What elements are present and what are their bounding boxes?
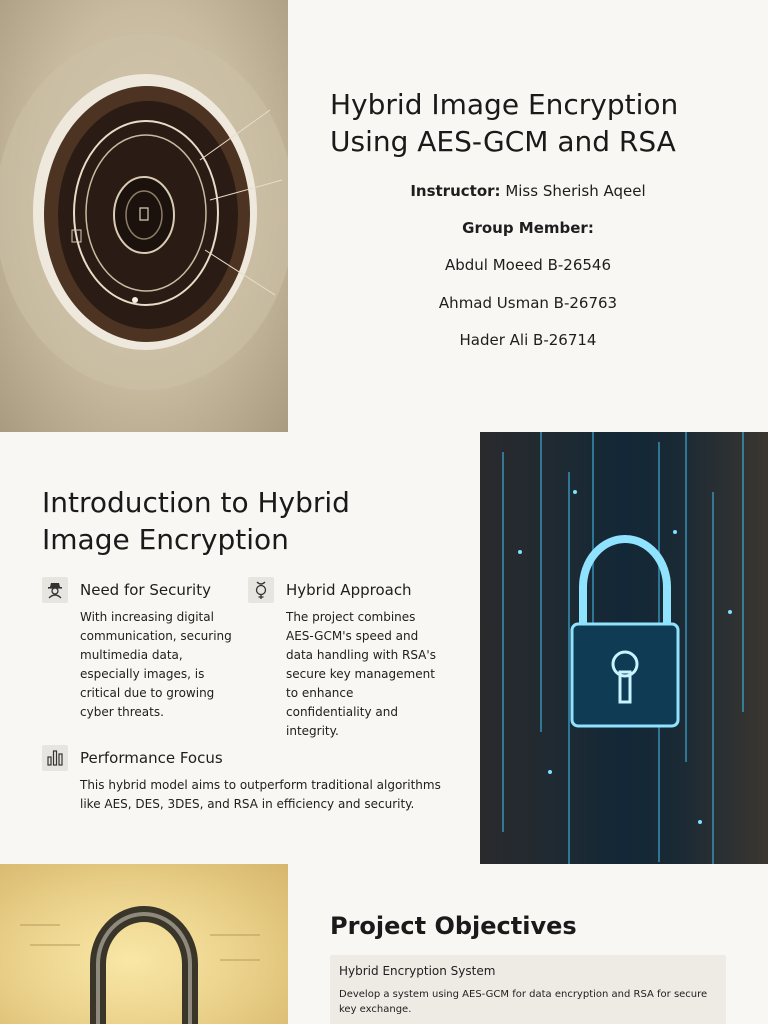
- feature-text: The project combines AES-GCM's speed and data handling with RSA's secure key management to enhance confidentiality and integrity.: [286, 610, 436, 738]
- objective-title: Hybrid Encryption System: [339, 964, 496, 978]
- objective-card: [330, 955, 726, 1024]
- introduction-slide: [0, 432, 768, 864]
- digital-padlock-image: [480, 432, 768, 864]
- hybrid-symbol-icon: [248, 577, 274, 603]
- instructor-label: Instructor:: [410, 182, 501, 200]
- section-title: Introduction to Hybrid Image Encryption: [42, 486, 350, 556]
- feature-title: Need for Security: [80, 581, 211, 599]
- instructor-name: Miss Sherish Aqeel: [505, 182, 646, 200]
- group-member-label: Group Member:: [462, 219, 594, 237]
- title-slide: [0, 0, 768, 432]
- padlock-image: [0, 864, 288, 1024]
- member-name: Abdul Moeed B-26546: [444, 256, 612, 274]
- objective-text: Develop a system using AES-GCM for data encryption and RSA for secure key exchange.: [339, 989, 708, 1015]
- objectives-slide: [0, 864, 768, 1024]
- instructor-line: [330, 182, 726, 200]
- bar-chart-icon: [42, 745, 68, 771]
- feature-text: With increasing digital communication, securing multimedia data, especially images, is critical due to growing cyber threats.: [80, 610, 232, 719]
- spy-icon: [42, 577, 68, 603]
- camera-lens-image: [0, 0, 288, 432]
- section-title: Project Objectives: [330, 912, 577, 940]
- feature-title: Performance Focus: [80, 749, 223, 767]
- feature-text: This hybrid model aims to outperform traditional algorithms like AES, DES, 3DES, and RSA in efficiency and security.: [80, 778, 441, 811]
- slide-title: Hybrid Image Encryption Using AES-GCM and RSA: [330, 88, 679, 158]
- member-name: Hader Ali B-26714: [459, 331, 597, 349]
- member-name: Ahmad Usman B-26763: [438, 294, 618, 312]
- feature-title: Hybrid Approach: [286, 581, 412, 599]
